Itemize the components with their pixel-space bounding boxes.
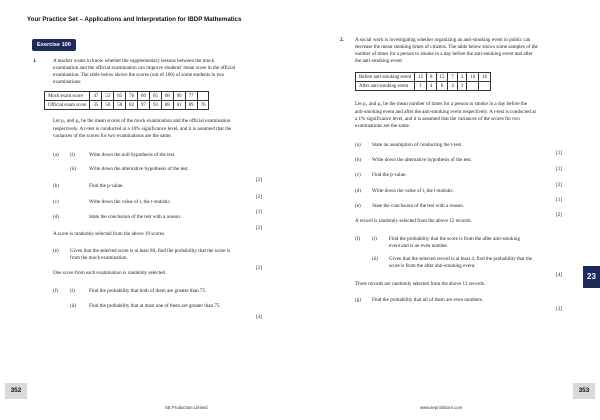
table-cell (467, 82, 479, 91)
question-text: Find the p-value. (372, 172, 407, 178)
q2-intro-line: decrease the mean smoking times of citizens. The table below shows some samples of the (355, 44, 538, 50)
q2-random-line: A record is randomly selected from the above 12 records. (355, 218, 472, 224)
table-cell: 76 (126, 92, 138, 101)
table-cell: 65 (149, 92, 161, 101)
table-cell: 85 (114, 92, 126, 101)
part-label: (a) (53, 152, 59, 158)
q2-smoking-table (355, 72, 491, 91)
exercise-badge: Exercise 100 (32, 39, 76, 51)
question-text: Find the probability that the score is from the after anti-smoking (389, 236, 520, 242)
question-text: Given that the selected record is at least 4, find the probability that the (389, 256, 533, 262)
table-cell: 7 (448, 73, 457, 82)
marks: [1] (556, 197, 562, 203)
table-cell: 47 (90, 92, 102, 101)
question-text: event and is an even number. (389, 243, 449, 249)
q1-score-table (44, 91, 209, 110)
q1-para-line: respectively. A t-test is conducted at a 10% significance level, and it is assumed that the (53, 126, 232, 132)
table-cell: 15 (436, 73, 448, 82)
table-cell: 6 (436, 82, 448, 91)
marks: [1] (256, 209, 262, 215)
q1-para-line: variances of the scores for two examinations are the same. (53, 133, 172, 139)
table-cell: 61 (173, 101, 185, 110)
row-label: After anti-smoking event (356, 82, 415, 91)
q1-para-line: Let μ₁ and μ₂ be the mean scores of the mock examination and the official examination (53, 118, 231, 124)
question-text: Write down the alternative hypothesis of the test. (372, 157, 472, 163)
subpart-label: (ii) (70, 166, 77, 172)
question-text: Write down the value of t, the t-statistic. (372, 188, 454, 194)
table-cell: 90 (173, 92, 185, 101)
question-text: Find the probability that all of them are even numbers. (372, 297, 484, 303)
question-text: from the mock examination. (70, 255, 128, 261)
table-cell: 1 (415, 82, 427, 91)
q1-one-line: One score from each examination is randomly selected. (53, 270, 167, 276)
question-text: score is from the after anti-smoking event. (389, 263, 476, 269)
part-label: (f) (355, 236, 361, 242)
q2-para-line: examinations are the same. (355, 123, 411, 129)
q1-random-line: A score is randomly selected from the above 19 scores. (53, 231, 166, 237)
table-cell: 8 (427, 73, 436, 82)
q2-para-line: a 1% significance level, and it is assumed that the variances of the scores for two (355, 116, 520, 122)
table-cell: 3 (457, 73, 466, 82)
question-text: Find the p-value. (89, 183, 124, 189)
table-cell: 4 (427, 82, 436, 91)
part-label: (g) (355, 297, 361, 303)
q1-intro-line: A teacher wants to know whether the supplementary lessons between the mock (53, 58, 215, 64)
table-cell: 80 (138, 92, 150, 101)
q2-intro-line: A social work is investigating whether organizing an anti-smoking event in public can (355, 37, 531, 43)
question-text: Find the probability that at most one of them are greater than 75. (89, 303, 221, 309)
part-label: (d) (53, 214, 59, 220)
page-number-left: 352 (5, 383, 27, 399)
question-text: State the conclusion of the test with a reason. (372, 203, 465, 209)
page-number-right: 353 (573, 383, 595, 399)
marks: [2] (556, 212, 562, 218)
table-cell: 35 (90, 101, 102, 110)
q2-para-line: Let μ₁ and μ₂ be the mean number of times for a person to smoke in a day before the (355, 101, 528, 107)
part-label: (d) (355, 188, 361, 194)
table-cell: 77 (185, 92, 197, 101)
q1-intro-line: examinations: (53, 79, 82, 85)
table-cell (197, 92, 209, 101)
table-cell: 89 (185, 101, 197, 110)
table-cell: 68 (161, 92, 173, 101)
part-label: (a) (355, 142, 361, 148)
part-label: (c) (53, 199, 59, 205)
table-cell: 50 (102, 101, 114, 110)
q1-number: 1. (33, 58, 37, 64)
subpart-label: (ii) (372, 256, 379, 262)
table-cell (479, 82, 491, 91)
table-cell: 1 (457, 82, 466, 91)
table-row (45, 92, 209, 101)
part-label: (e) (355, 203, 361, 209)
question-text: State an assumption of conducting the t-test. (372, 142, 463, 148)
table-cell: 16 (479, 73, 491, 82)
row-label: Mock exam score (45, 92, 90, 101)
chapter-tab: 23 (583, 266, 600, 288)
row-label: Before anti-smoking event (356, 73, 415, 82)
marks: [1] (556, 150, 562, 156)
question-text: Write down the value of t, the t-statistic. (89, 199, 171, 205)
question-text: Write down the alternative hypothesis of the test. (89, 166, 189, 172)
footer-website: www.seprodstore.com (420, 405, 463, 410)
part-label: (e) (53, 248, 59, 254)
footer-publisher: SE Production Limited (165, 405, 208, 410)
table-cell: 53 (102, 92, 114, 101)
table-row (356, 73, 491, 82)
subpart-label: (i) (372, 236, 377, 242)
part-label: (b) (355, 157, 361, 163)
marks: [2] (256, 225, 262, 231)
question-text: Given that the selected score is at least 80, find the probability that the score is (70, 248, 231, 254)
marks: [4] (256, 314, 262, 320)
q2-number: 2. (340, 37, 344, 43)
question-text: Write down the null hypothesis of the test. (89, 152, 176, 158)
table-row (45, 101, 209, 110)
table-cell: 76 (197, 101, 209, 110)
marks: [2] (256, 177, 262, 183)
table-cell: 97 (138, 101, 150, 110)
table-cell: 93 (149, 101, 161, 110)
q2-three-line: Three records are randomly selected from the above 12 records. (355, 281, 486, 287)
subpart-label: (i) (70, 288, 75, 294)
table-cell: 88 (161, 101, 173, 110)
q2-para-line: anti-smoking event and after the anti-smoking event respectively. A t-test is conducted at (355, 109, 536, 115)
q2-intro-line: the anti-smoking event: (355, 58, 404, 64)
table-cell: 82 (126, 101, 138, 110)
running-header: Your Practice Set – Applications and Interpretation for IBDP Mathematics (27, 16, 242, 23)
table-cell: 58 (114, 101, 126, 110)
q2-intro-line: number of times for a person to smoke in a day before the anti-smoking event and after (355, 51, 533, 57)
part-label: (c) (355, 172, 361, 178)
q1-intro-line: examination and the official examination can improve students' mean score in the official (53, 65, 236, 71)
marks: [4] (556, 272, 562, 278)
marks: [3] (556, 306, 562, 312)
marks: [2] (256, 194, 262, 200)
part-label: (b) (53, 183, 59, 189)
question-text: Find the probability that both of them are greater than 75. (89, 288, 207, 294)
table-cell: 10 (467, 73, 479, 82)
part-label: (f) (53, 288, 59, 294)
subpart-label: (ii) (70, 303, 77, 309)
question-text: State the conclusion of the test with a reason. (89, 214, 182, 220)
q1-intro-line: examination. The table below shows the scores (out of 100) of some students in two (53, 72, 225, 78)
marks: [2] (256, 265, 262, 271)
table-row (356, 82, 491, 91)
row-label: Official exam score (45, 101, 90, 110)
table-cell: 12 (415, 73, 427, 82)
marks: [2] (556, 182, 562, 188)
subpart-label: (i) (70, 152, 75, 158)
marks: [1] (556, 166, 562, 172)
table-cell: 4 (448, 82, 457, 91)
